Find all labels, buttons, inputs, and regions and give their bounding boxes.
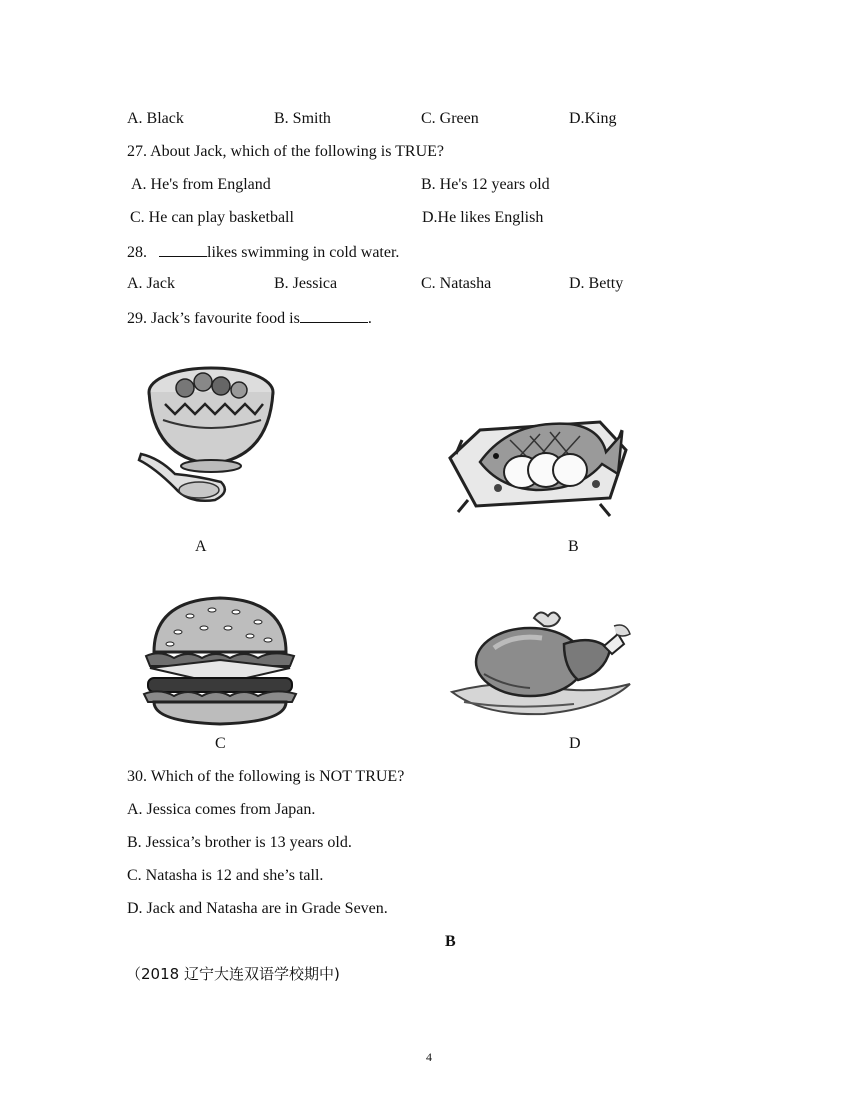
q30-question: 30. Which of the following is NOT TRUE?: [127, 768, 405, 785]
q26-option-d: D.King: [569, 110, 617, 127]
q28-question-text: likes swimming in cold water.: [207, 244, 400, 261]
q29-period: .: [367, 310, 372, 327]
picture-label-a: A: [195, 538, 207, 555]
q29-question-text: 29. Jack’s favourite food is: [127, 310, 300, 327]
q28-blank: [159, 241, 207, 257]
q30-option-d: D. Jack and Natasha are in Grade Seven.: [127, 900, 388, 917]
q28-option-c: C. Natasha: [421, 275, 492, 292]
source-note: （2018 辽宁大连双语学校期中): [126, 965, 340, 983]
q28-question: [127, 241, 399, 263]
q28-option-b: B. Jessica: [274, 275, 338, 292]
q27-option-a: A. He's from England: [131, 176, 271, 193]
picture-label-d: D: [569, 735, 581, 752]
page-number: 4: [426, 1050, 432, 1064]
roast-chicken-icon: [444, 604, 636, 722]
q30-option-c: C. Natasha is 12 and she’s tall.: [127, 867, 324, 884]
hamburger-icon: [140, 594, 300, 728]
section-heading: B: [445, 933, 456, 950]
q29-question: [127, 307, 372, 329]
q28-option-d: D. Betty: [569, 275, 624, 292]
q27-option-b: B. He's 12 years old: [421, 176, 550, 193]
q28-number: 28.: [127, 244, 147, 261]
q26-option-a: A. Black: [127, 110, 184, 127]
q27-question: 27. About Jack, which of the following is TRUE?: [127, 143, 444, 160]
q27-option-c: C. He can play basketball: [130, 209, 294, 226]
q30-option-a: A. Jessica comes from Japan.: [127, 801, 316, 818]
picture-label-b: B: [568, 538, 579, 555]
q28-option-a: A. Jack: [127, 275, 175, 292]
q27-option-d: D.He likes English: [422, 209, 544, 226]
q26-option-c: C. Green: [421, 110, 479, 127]
fish-dish-icon: [440, 400, 635, 520]
q26-option-b: B. Smith: [274, 110, 331, 127]
picture-label-c: C: [215, 735, 226, 752]
q29-blank: [300, 307, 368, 323]
soup-bowl-icon: [135, 358, 290, 506]
q30-option-b: B. Jessica’s brother is 13 years old.: [127, 834, 352, 851]
